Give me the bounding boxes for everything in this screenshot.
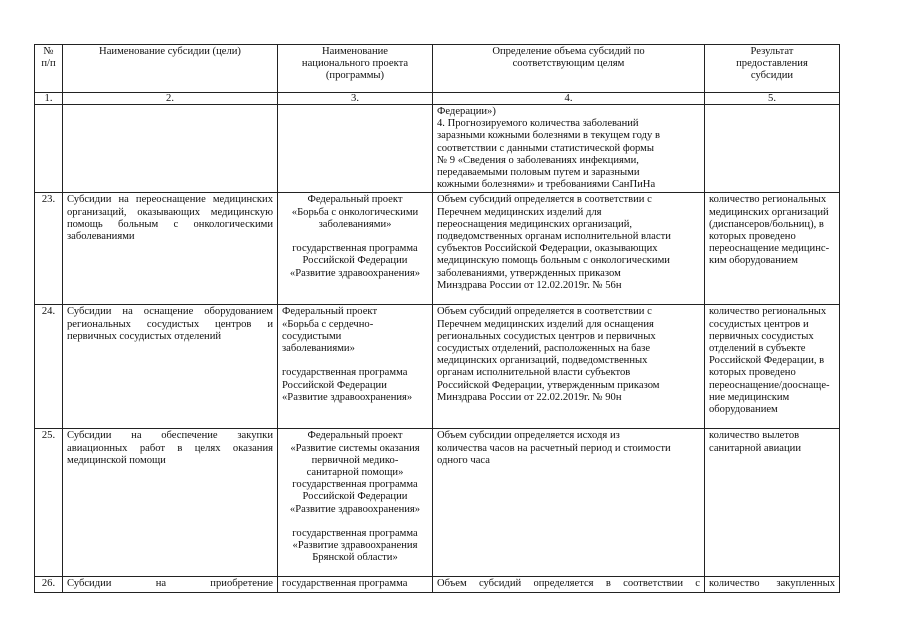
project-name-cell-line: «Развитие здравоохранения» [282,391,413,403]
result-cell-line: Российской Федерации, в [709,355,825,367]
result-cell-line: которых проведено [709,231,796,243]
table-row [35,305,840,429]
determination-cell [433,193,705,305]
determination-cell-line: Объем субсидии определяется исходя из [437,430,620,442]
determination-cell [433,429,705,577]
project-name-cell-line: государственная программа [292,528,418,540]
result-cell-line: количество закупленных [709,578,835,590]
project-name-cell-line: государственная программа [282,578,408,590]
result-cell-line: которых проведено [709,367,796,379]
determination-cell-line: Объем субсидий определяется в соответствии с [437,194,652,206]
project-name-cell-line: «Борьба с онкологическими [291,206,419,218]
result-cell [705,305,840,429]
project-name-cell-line: Брянской области» [312,552,398,564]
determination-cell-line: медицинских организаций, подведомственных [437,355,648,367]
determination-cell [433,105,705,193]
row-number: 26. [35,577,63,592]
determination-cell-line: Минздрава России от 12.02.2019г. № 56н [437,279,622,291]
subsidy-name-cell [63,193,278,305]
determination-cell-line: сосудистых отделений, расположенных на базе [437,343,651,355]
header-subsidy-name: Наименование субсидии (цели) [63,45,278,93]
row-number: 24. [35,305,63,429]
project-name-cell-line: государственная программа [292,479,418,491]
project-name-cell-line: Российской Федерации [282,379,387,391]
header-project-name: Наименование национального проекта (программы) [278,45,433,93]
result-cell-line: ким оборудованием [709,255,798,267]
result-cell-line: количество вылетов [709,430,800,442]
subsidy-name-cell [63,105,278,193]
header-result: Результат предоставления субсидии [705,45,840,93]
subsidy-name-cell-line: Субсидии на обеспечение закупки авиационных работ в целях оказания медицинской помощи [67,430,273,466]
project-name-cell-line: заболеваниями» [318,218,392,230]
subsidy-name-cell [63,429,278,577]
subsidy-name-cell-line: Субсидии на оснащение оборудованием региональных сосудистых центров и первичных сосудистых отделений [67,306,273,342]
determination-cell-line: подведомственных органам исполнительной власти [437,231,671,243]
determination-cell-line: органам исполнительной власти субъектов [437,367,631,379]
project-name-cell-line: «Развитие здравоохранения [292,540,418,552]
result-cell-line: (диспансеров/больниц), в [709,218,824,230]
project-name-cell [278,305,433,429]
determination-cell-line: субъектов Российской Федерации, оказывающих [437,243,658,255]
result-cell-line: количество региональных [709,194,827,206]
header-row [35,45,840,93]
determination-cell-line: Минздрава России от 22.02.2019г. № 90н [437,391,622,403]
project-name-cell-line [282,516,428,528]
determination-cell-line: Перечнем медицинских изделий для оснащения [437,318,654,330]
determination-cell-line: соответствии с данными статистической формы [437,142,654,154]
subsidy-name-cell-line: Субсидии на приобретение [67,578,273,590]
header-determination: Определение объема субсидий по соответствующим целям [433,45,705,93]
determination-cell-line: одного часа [437,454,490,466]
column-number: 2. [63,93,278,105]
column-number: 5. [705,93,840,105]
result-cell-line: отделений в субъекте [709,343,806,355]
table-row [35,105,840,193]
determination-cell-line: передаваемыми половым путем и заразными [437,167,640,179]
project-name-cell-line: «Развитие здравоохранения» [289,267,421,279]
determination-cell [433,305,705,429]
project-name-cell-line: «Развитие системы оказания [290,442,420,454]
column-number: 1. [35,93,63,105]
result-cell-line: медицинских организаций [709,206,829,218]
result-cell [705,429,840,577]
determination-cell-line: количества часов на расчетный период и стоимости [437,442,671,454]
row-number: 25. [35,429,63,577]
project-name-cell-line [282,231,428,243]
project-name-cell [278,193,433,305]
project-name-cell-line: «Борьба с сердечно- [282,318,374,330]
project-name-cell-line: «Развитие здравоохранения» [289,503,421,515]
project-name-cell-line: Федеральный проект [282,306,378,318]
determination-cell-line: 4. Прогнозируемого количества заболеваний [437,118,639,130]
project-name-cell-line: сосудистыми [282,330,342,342]
result-cell-line: оборудованием [709,404,778,416]
project-name-cell-line [282,355,428,367]
project-name-cell-line: первичной медико- [311,454,399,466]
subsidy-name-cell [63,577,278,592]
project-name-cell-line: Российской Федерации [302,491,408,503]
determination-cell-line: Перечнем медицинских изделий для [437,206,602,218]
project-name-cell [278,577,433,592]
table-row [35,193,840,305]
result-cell [705,105,840,193]
subsidy-table [34,44,840,593]
result-cell-line: первичных сосудистых [709,330,814,342]
determination-cell-line: № 9 «Сведения о заболеваниях инфекциями, [437,154,639,166]
table-row [35,429,840,577]
result-cell-line: переоснащение медицинс- [709,243,830,255]
project-name-cell [278,105,433,193]
determination-cell-line: Федерации») [437,106,496,117]
result-cell [705,577,840,592]
determination-cell-line: заразными кожными болезнями в текущем году в [437,130,660,142]
project-name-cell-line: Федеральный проект [307,194,403,206]
project-name-cell-line: заболеваниями» [282,343,355,355]
determination-cell-line: региональных сосудистых центров и первичных [437,330,656,342]
header-number: № п/п [35,45,63,93]
table-row [35,577,840,592]
project-name-cell [278,429,433,577]
result-cell-line: переоснащение/дооснаще- [709,379,830,391]
project-name-cell-line: Российской Федерации [302,255,408,267]
subsidy-name-cell [63,305,278,429]
row-number: 23. [35,193,63,305]
determination-cell-line: Объем субсидий определяется в соответствии с [437,578,700,590]
subsidy-name-cell-line: Субсидии на переоснащение медицинских организаций, оказывающих медицинскую помощь больным с онкологическими заболеваниями [67,194,273,243]
determination-cell-line: переоснащения медицинских организаций, [437,218,633,230]
row-number [35,105,63,193]
column-number: 4. [433,93,705,105]
document-page [34,44,840,593]
result-cell [705,193,840,305]
project-name-cell-line: Федеральный проект [307,430,403,442]
determination-cell-line: Объем субсидий определяется в соответствии с [437,306,652,318]
column-number-row [35,93,840,105]
determination-cell [433,577,705,592]
result-cell-line: ние медицинским [709,391,790,403]
determination-cell-line: заболеваниями, утвержденных приказом [437,267,621,279]
result-cell-line: сосудистых центров и [709,318,809,330]
project-name-cell-line: государственная программа [292,243,418,255]
column-number: 3. [278,93,433,105]
project-name-cell-line: санитарной помощи» [306,467,404,479]
result-cell-line: санитарной авиации [709,442,801,454]
result-cell-line: количество региональных [709,306,827,318]
project-name-cell-line: государственная программа [282,367,408,379]
determination-cell-line: медицинскую помощь больным с онкологическими [437,255,670,267]
determination-cell-line: кожными болезнями» и требованиями СанПиНа [437,179,656,191]
determination-cell-line: Российской Федерации, утвержденным приказом [437,379,660,391]
